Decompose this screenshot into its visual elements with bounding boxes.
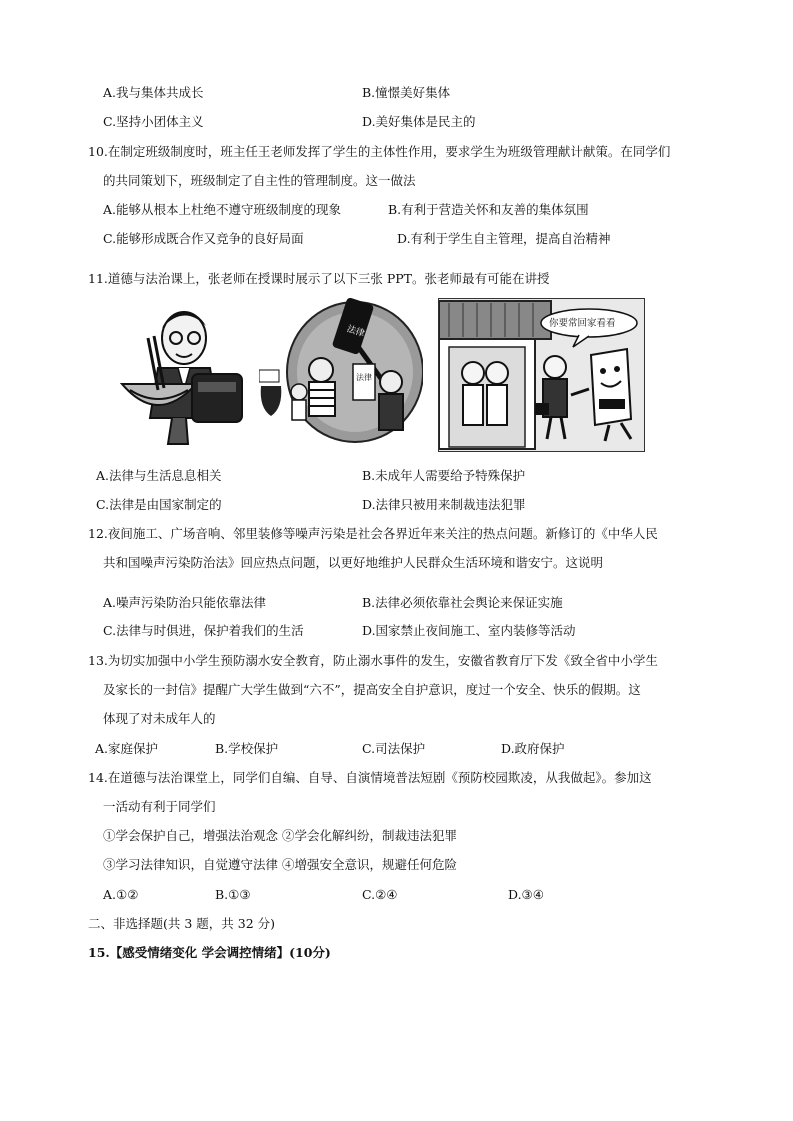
q14-statements-line1: ①学会保护自己，增强法治观念 ②学会化解纠纷，制裁违法犯罪 (103, 828, 457, 843)
q13-option-c: C.司法保护 (362, 741, 426, 756)
q15-heading: 15.【感受情绪变化 学会调控情绪】(10分) (88, 945, 331, 960)
cartoon-speech-bubble-text: 你要常回家看看 (549, 318, 616, 329)
q12-stem-line1: 12.夜间施工、广场音响、邻里装修等噪声污染是社会各界近年来关注的热点问题。新修订的《中华人民 (88, 526, 658, 541)
q12-option-a: A.噪声污染防治只能依靠法律 (103, 595, 267, 610)
q12-stem-line2: 共和国噪声污染防治法》回应热点问题，以更好地维护人民群众生活环境和谐安宁。这说明 (103, 555, 604, 570)
q13-option-a: A.家庭保护 (95, 741, 159, 756)
cartoon-gavel-label: 法律 (345, 324, 366, 340)
q10-stem-line1: 10.在制定班级制度时，班主任王老师发挥了学生的主体性作用，要求学生为班级管理献计献策。在同学们 (88, 144, 671, 159)
q13-stem-line2: 及家长的一封信》提醒广大学生做到“六不”，提高安全自护意识，度过一个安全、快乐的假期。这 (103, 682, 641, 697)
q14-stem-line2: 一活动有利于同学们 (103, 799, 216, 814)
section2-heading: 二、非选择题(共 3 题，共 32 分) (88, 916, 276, 931)
q11-stem: 11.道德与法治课上，张老师在授课时展示了以下三张 PPT。张老师最有可能在讲授 (88, 271, 550, 286)
q13-option-d: D.政府保护 (501, 741, 565, 756)
q10-option-c: C.能够形成既合作又竞争的良好局面 (103, 231, 304, 246)
q14-option-b: B.①③ (215, 887, 251, 902)
q12-option-b: B.法律必须依靠社会舆论来保证实施 (362, 595, 563, 610)
q11-option-d: D.法律只被用来制裁违法犯罪 (362, 497, 526, 512)
q13-option-b: B.学校保护 (215, 741, 279, 756)
cartoon-gavel-image (259, 298, 423, 450)
q12-option-c: C.法律与时俱进，保护着我们的生活 (103, 623, 304, 638)
q9-option-c: C.坚持小团体主义 (103, 114, 204, 129)
q14-stem-line1: 14.在道德与法治课堂上，同学们自编、自导、自演情境普法短剧《预防校园欺凌，从我做起》。参加这 (88, 770, 652, 785)
q14-statements-line2: ③学习法律知识，自觉遵守法律 ④增强安全意识，规避任何危险 (103, 857, 457, 872)
cartoon-eating-image (118, 298, 246, 450)
q11-option-b: B.未成年人需要给予特殊保护 (362, 468, 526, 483)
q9-option-a: A.我与集体共成长 (103, 85, 204, 100)
q14-option-a: A.①② (103, 887, 139, 902)
q9-option-b: B.憧憬美好集体 (362, 85, 451, 100)
q11-option-c: C.法律是由国家制定的 (96, 497, 222, 512)
q13-stem-line3: 体现了对未成年人的 (103, 711, 216, 726)
q10-option-d: D.有利于学生自主管理，提高自治精神 (397, 231, 611, 246)
q13-stem-line1: 13.为切实加强中小学生预防溺水安全教育，防止溺水事件的发生，安徽省教育厅下发《致全省中小学生 (88, 653, 658, 668)
q14-option-c: C.②④ (362, 887, 398, 902)
q12-option-d: D.国家禁止夜间施工、室内装修等活动 (362, 623, 576, 638)
cartoon-visit-home-image (438, 298, 645, 452)
q10-option-b: B.有利于营造关怀和友善的集体氛围 (388, 202, 589, 217)
q9-option-d: D.美好集体是民主的 (362, 114, 476, 129)
q14-option-d: D.③④ (508, 887, 544, 902)
q10-option-a: A.能够从根本上杜绝不遵守班级制度的现象 (103, 202, 342, 217)
cartoon-document-label: 法律 (356, 373, 372, 382)
q10-stem-line2: 的共同策划下，班级制定了自主性的管理制度。这一做法 (103, 173, 416, 188)
q11-option-a: A.法律与生活息息相关 (96, 468, 222, 483)
